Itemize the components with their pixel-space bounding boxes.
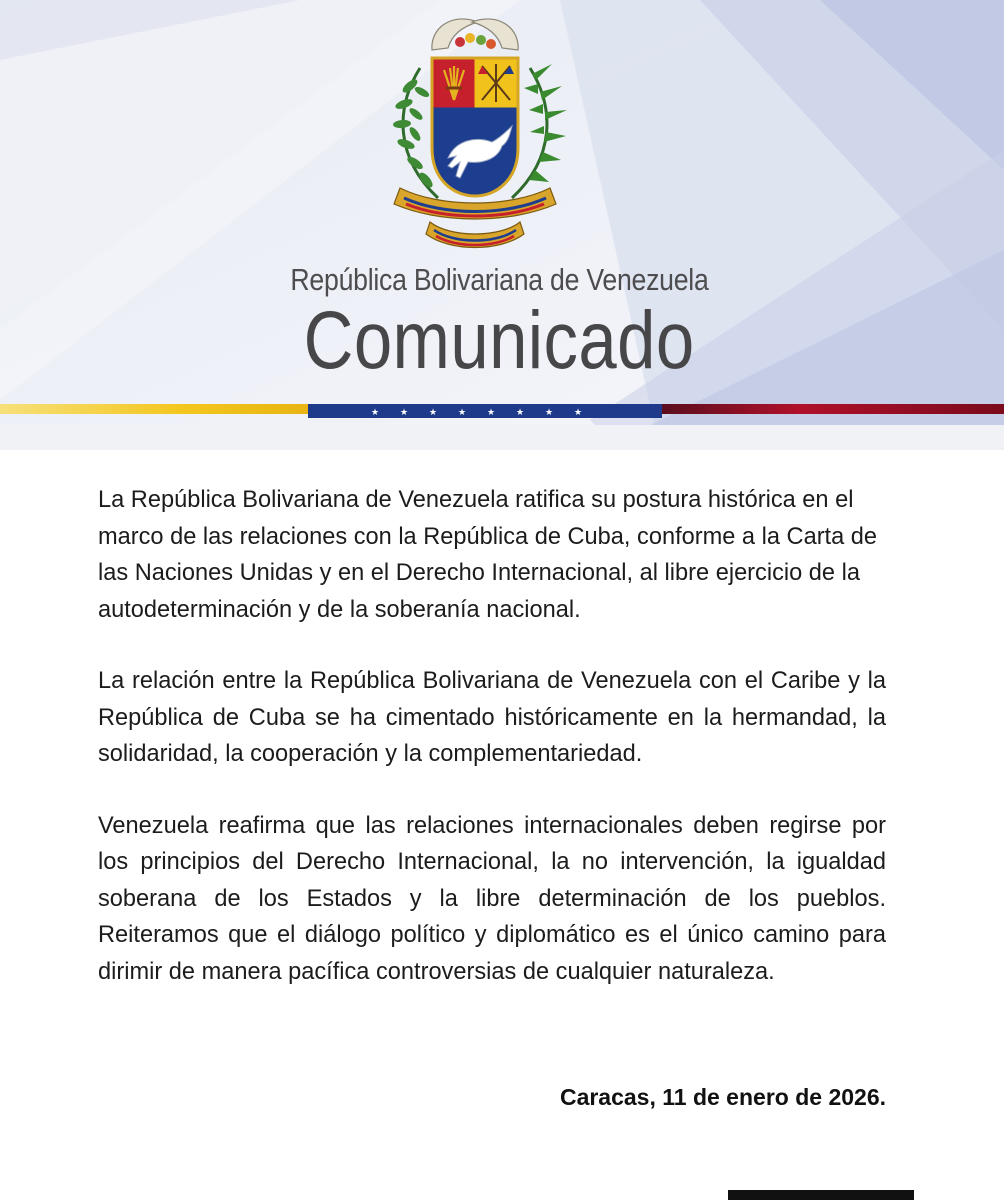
svg-text:★: ★	[370, 408, 380, 418]
body-paragraph: La relación entre la República Bolivariana de Venezuela con el Caribe y la República de Cuba se ha cimentado históricamente en la hermandad, la solidaridad, la cooperación y la complementariedad.	[98, 668, 886, 767]
svg-text:★: ★	[428, 408, 438, 418]
body-paragraph: La República Bolivariana de Venezuela ratifica su postura histórica en el marco de las relaciones con la República de Cuba, conforme a la Carta de las Naciones Unidas y en el Derecho Internacional, al libre ejercicio de la autodeterminación y de la soberanía nacional.	[98, 487, 878, 623]
svg-text:★: ★	[515, 408, 525, 418]
republic-name: República Bolivariana de Venezuela	[290, 262, 709, 297]
coat-of-arms-emblem	[360, 8, 590, 258]
svg-text:★: ★	[573, 408, 583, 418]
svg-text:★: ★	[486, 408, 496, 418]
svg-text:★: ★	[544, 408, 554, 418]
communique-header	[0, 0, 1004, 450]
svg-text:★: ★	[457, 408, 467, 418]
document-type-title: Comunicado	[303, 295, 695, 386]
flag-color-band	[0, 404, 1004, 418]
corner-bar	[728, 1190, 914, 1200]
svg-text:★: ★	[399, 408, 409, 418]
place-and-date: Caracas, 11 de enero de 2026.	[559, 1084, 886, 1110]
communique-body	[98, 482, 886, 1025]
body-paragraph: Venezuela reafirma que las relaciones internacionales deben regirse por los principios del Derecho Internacional, la no intervención, la igualdad soberana de los Estados y la libre determinación de los pueblos. Reiteramos que el diálogo político y diplomático es el único camino para dirimir de manera pacífica controversias de cualquier naturaleza.	[98, 812, 886, 985]
